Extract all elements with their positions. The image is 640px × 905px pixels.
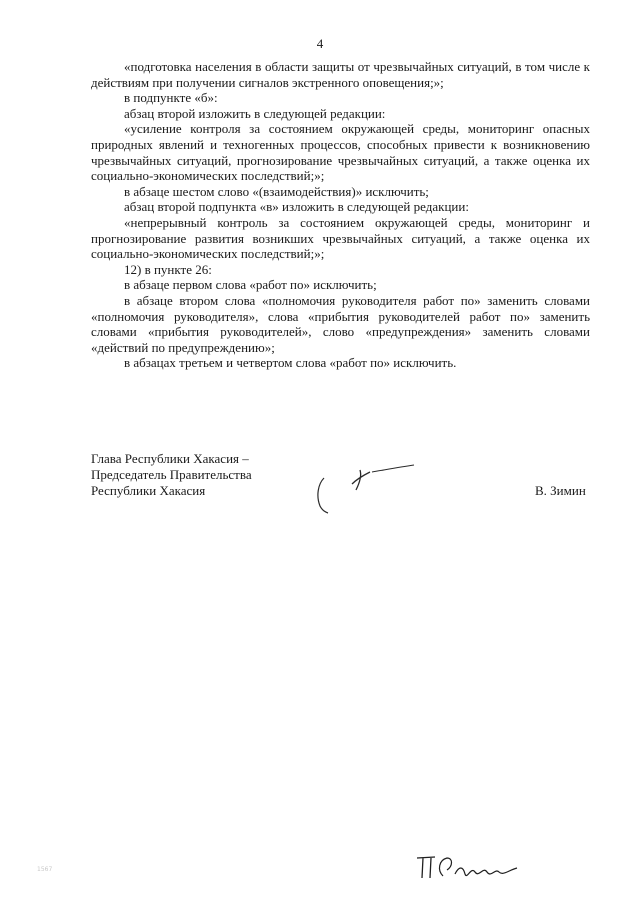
initials-signature [413, 850, 533, 884]
paragraph-4: «усиление контроля за состоянием окружающей среды, мониторинг опасных природных явлений и техногенных процессов, способных привести к возникновению чрезвычайных ситуаций, прогнозирование чрезвычайных ситуаций, а также оценка их социально-экономических последствий;»; [91, 121, 590, 184]
document-body [91, 59, 590, 371]
signatory-title-line-3: Республики Хакасия [91, 483, 206, 498]
footer-code: 1567 [37, 866, 53, 873]
paragraph-5: в абзаце шестом слово «(взаимодействия)» исключить; [124, 183, 429, 199]
signatory-title-line-2: Председатель Правительства [91, 467, 252, 482]
page-number: 4 [316, 36, 324, 51]
signatory-title-line-1: Глава Республики Хакасия – [91, 451, 249, 466]
handwritten-signature [312, 456, 432, 516]
paragraph-9: в абзаце первом слова «работ по» исключить; [124, 277, 377, 293]
paragraph-2: в подпункте «б»: [124, 90, 218, 106]
paragraph-7: «непрерывный контроль за состоянием окружающей среды, мониторинг и прогнозирование развития возникших чрезвычайных ситуаций, а также оценка их социально-экономических последствий;»; [91, 214, 590, 262]
signatory-title [91, 451, 252, 499]
paragraph-11: в абзацах третьем и четвертом слова «работ по» исключить. [124, 355, 457, 371]
paragraph-3: абзац второй изложить в следующей редакции: [124, 105, 386, 121]
signer-name: В. Зимин [535, 483, 586, 498]
paragraph-10: в абзаце втором слова «полномочия руководителя работ по» заменить словами «полномочия руководителя», слова «прибытия руководителей работ по» заменить словами «прибытия руководителей», слово «предупреждения» заменить словами «действий по предупреждению»; [91, 292, 590, 355]
paragraph-6: абзац второй подпункта «в» изложить в следующей редакции: [124, 199, 469, 215]
paragraph-8: 12) в пункте 26: [124, 261, 212, 277]
paragraph-1: «подготовка населения в области защиты от чрезвычайных ситуаций, в том числе к действиям при получении сигналов экстренного оповещения;»; [91, 59, 590, 90]
